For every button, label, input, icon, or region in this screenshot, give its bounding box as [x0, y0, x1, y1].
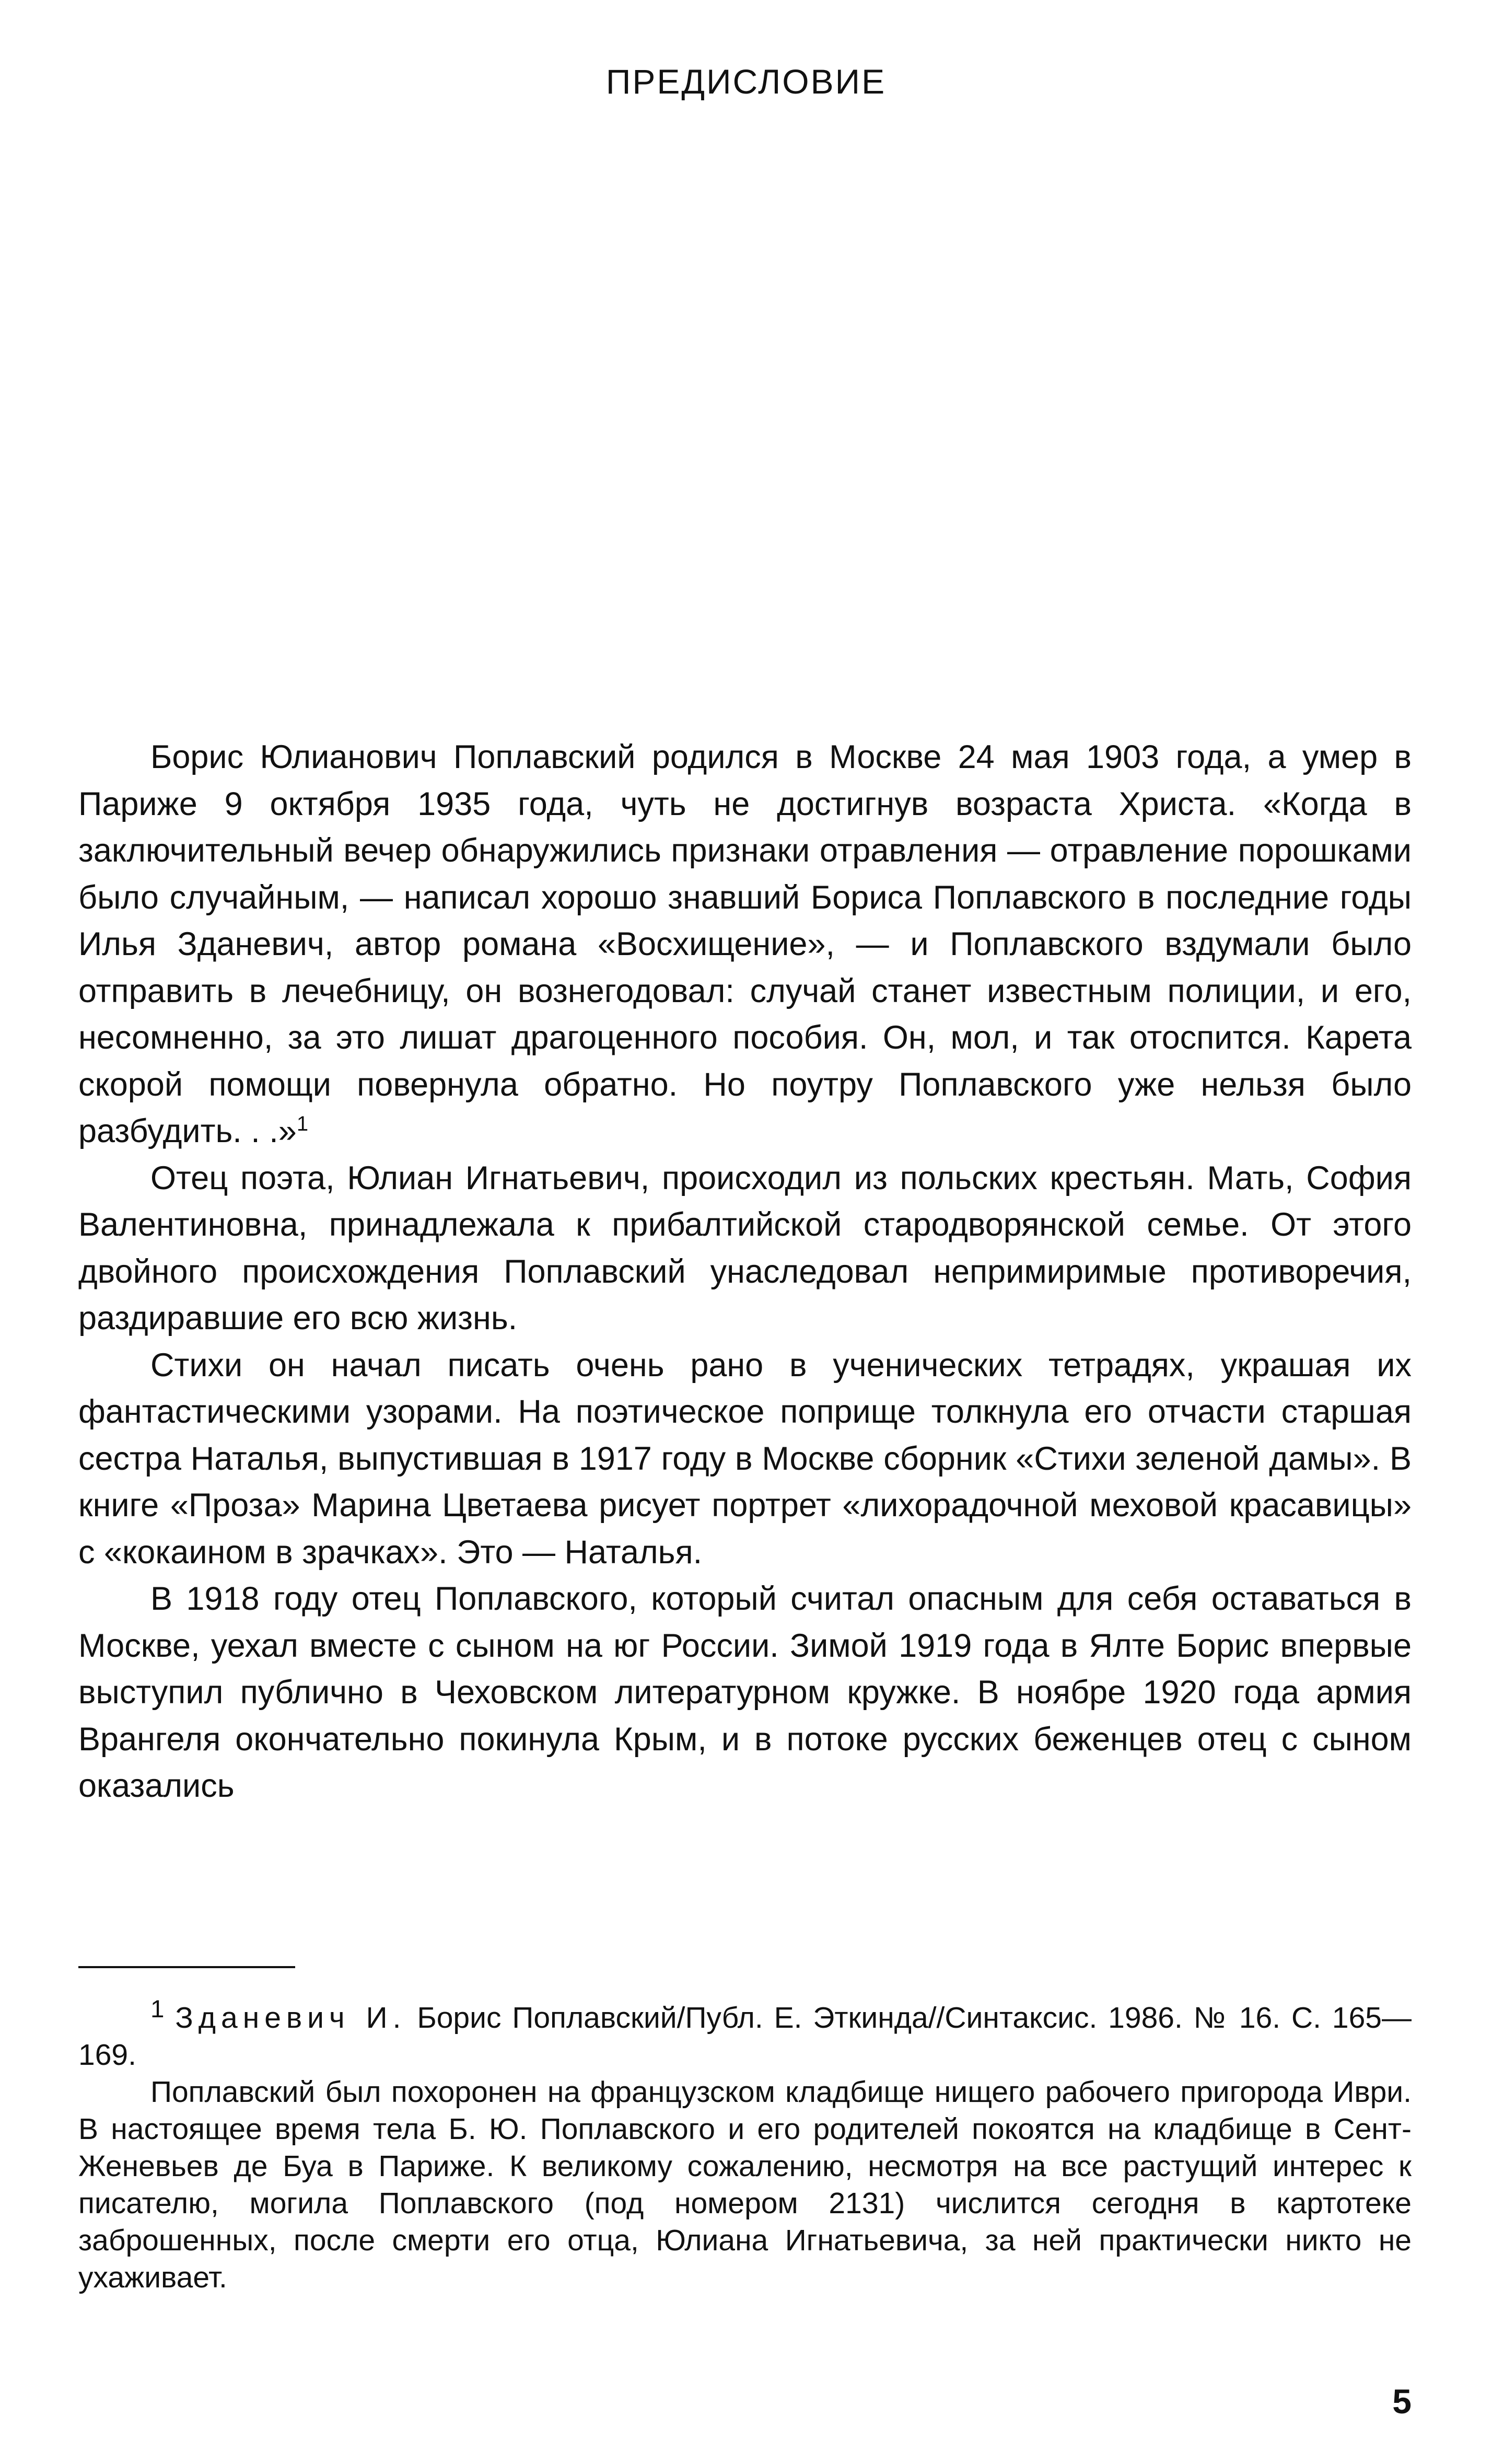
paragraph-text: Стихи он начал писать очень рано в ученических тетрадях, украшая их фантастическими узорами. На поэтическое поприще толкнула его отчасти старшая сестра Наталья, выпустившая в 1917 году в Москве сборник «Стихи зеленой дамы». В книге «Проза» Марина Цветаева рисует портрет «лихорадочной меховой красавицы» с «кокаином в зрачках». Это — Наталья.: [78, 1346, 1412, 1571]
main-text: [78, 734, 1412, 1810]
footnote-author: Зданевич И.: [175, 2001, 406, 2035]
paragraph-text: Борис Юлианович Поплавский родился в Москве 24 мая 1903 года, а умер в Париже 9 октября 1935 года, чуть не достигнув возраста Христа. «Когда в заключительный вечер обнаружились признаки отравления — отравление порошками было случайным, — написал хорошо знавший Бориса Поплавского в последние годы Илья Зданевич, автор романа «Восхищение», — и Поплавского вздумали было отправить в лечебницу, он вознегодовал: случай станет известным полиции, и его, несомненно, за это лишат драгоценного пособия. Он, мол, и так отоспится. Карета скорой помощи повернула обратно. Но поутру Поплавского уже нельзя было разбудить. . .»: [78, 739, 1412, 1149]
paragraph: [78, 1342, 1412, 1576]
footnote-ref: 1: [296, 1112, 309, 1135]
paragraph: [78, 1155, 1412, 1342]
footnote-text: Борис Поплавский/Публ. Е. Эткинда//Синтаксис. 1986. № 16. С. 165—169.: [78, 2001, 1412, 2072]
footnote: [78, 1991, 1412, 2074]
footnote-divider: [78, 1966, 295, 1968]
page-title: ПРЕДИСЛОВИЕ: [605, 62, 887, 101]
page-number: 5: [1392, 2382, 1412, 2421]
paragraph: [78, 734, 1412, 1155]
footnote: [78, 2074, 1412, 2296]
paragraph-text: Отец поэта, Юлиан Игнатьевич, происходил из польских крестьян. Мать, София Валентиновна, принадлежала к прибалтийской стародворянской семье. От этого двойного происхождения Поплавский унаследовал непримиримые противоречия, раздиравшие его всю жизнь.: [78, 1159, 1412, 1336]
footnotes: [78, 1991, 1412, 2296]
footnote-number: 1: [150, 1995, 165, 2023]
footnote-text: Поплавский был похоронен на французском кладбище нищего рабочего пригорода Иври. В настоящее время тела Б. Ю. Поплавского и его родителей покоятся на кладбище в Сент-Женевьев де Буа в Париже. К великому сожалению, несмотря на все растущий интерес к писателю, могила Поплавского (под номером 2131) числится сегодня в картотеке заброшенных, после смерти его отца, Юлиана Игнатьевича, за ней практически никто не ухаживает.: [78, 2075, 1412, 2294]
paragraph-text: В 1918 году отец Поплавского, который считал опасным для себя оставаться в Москве, уехал вместе с сыном на юг России. Зимой 1919 года в Ялте Борис впервые выступил публично в Чеховском литературном кружке. В ноябре 1920 года армия Врангеля окончательно покинула Крым, и в потоке русских беженцев отец с сыном оказались: [78, 1580, 1412, 1804]
paragraph: [78, 1576, 1412, 1810]
